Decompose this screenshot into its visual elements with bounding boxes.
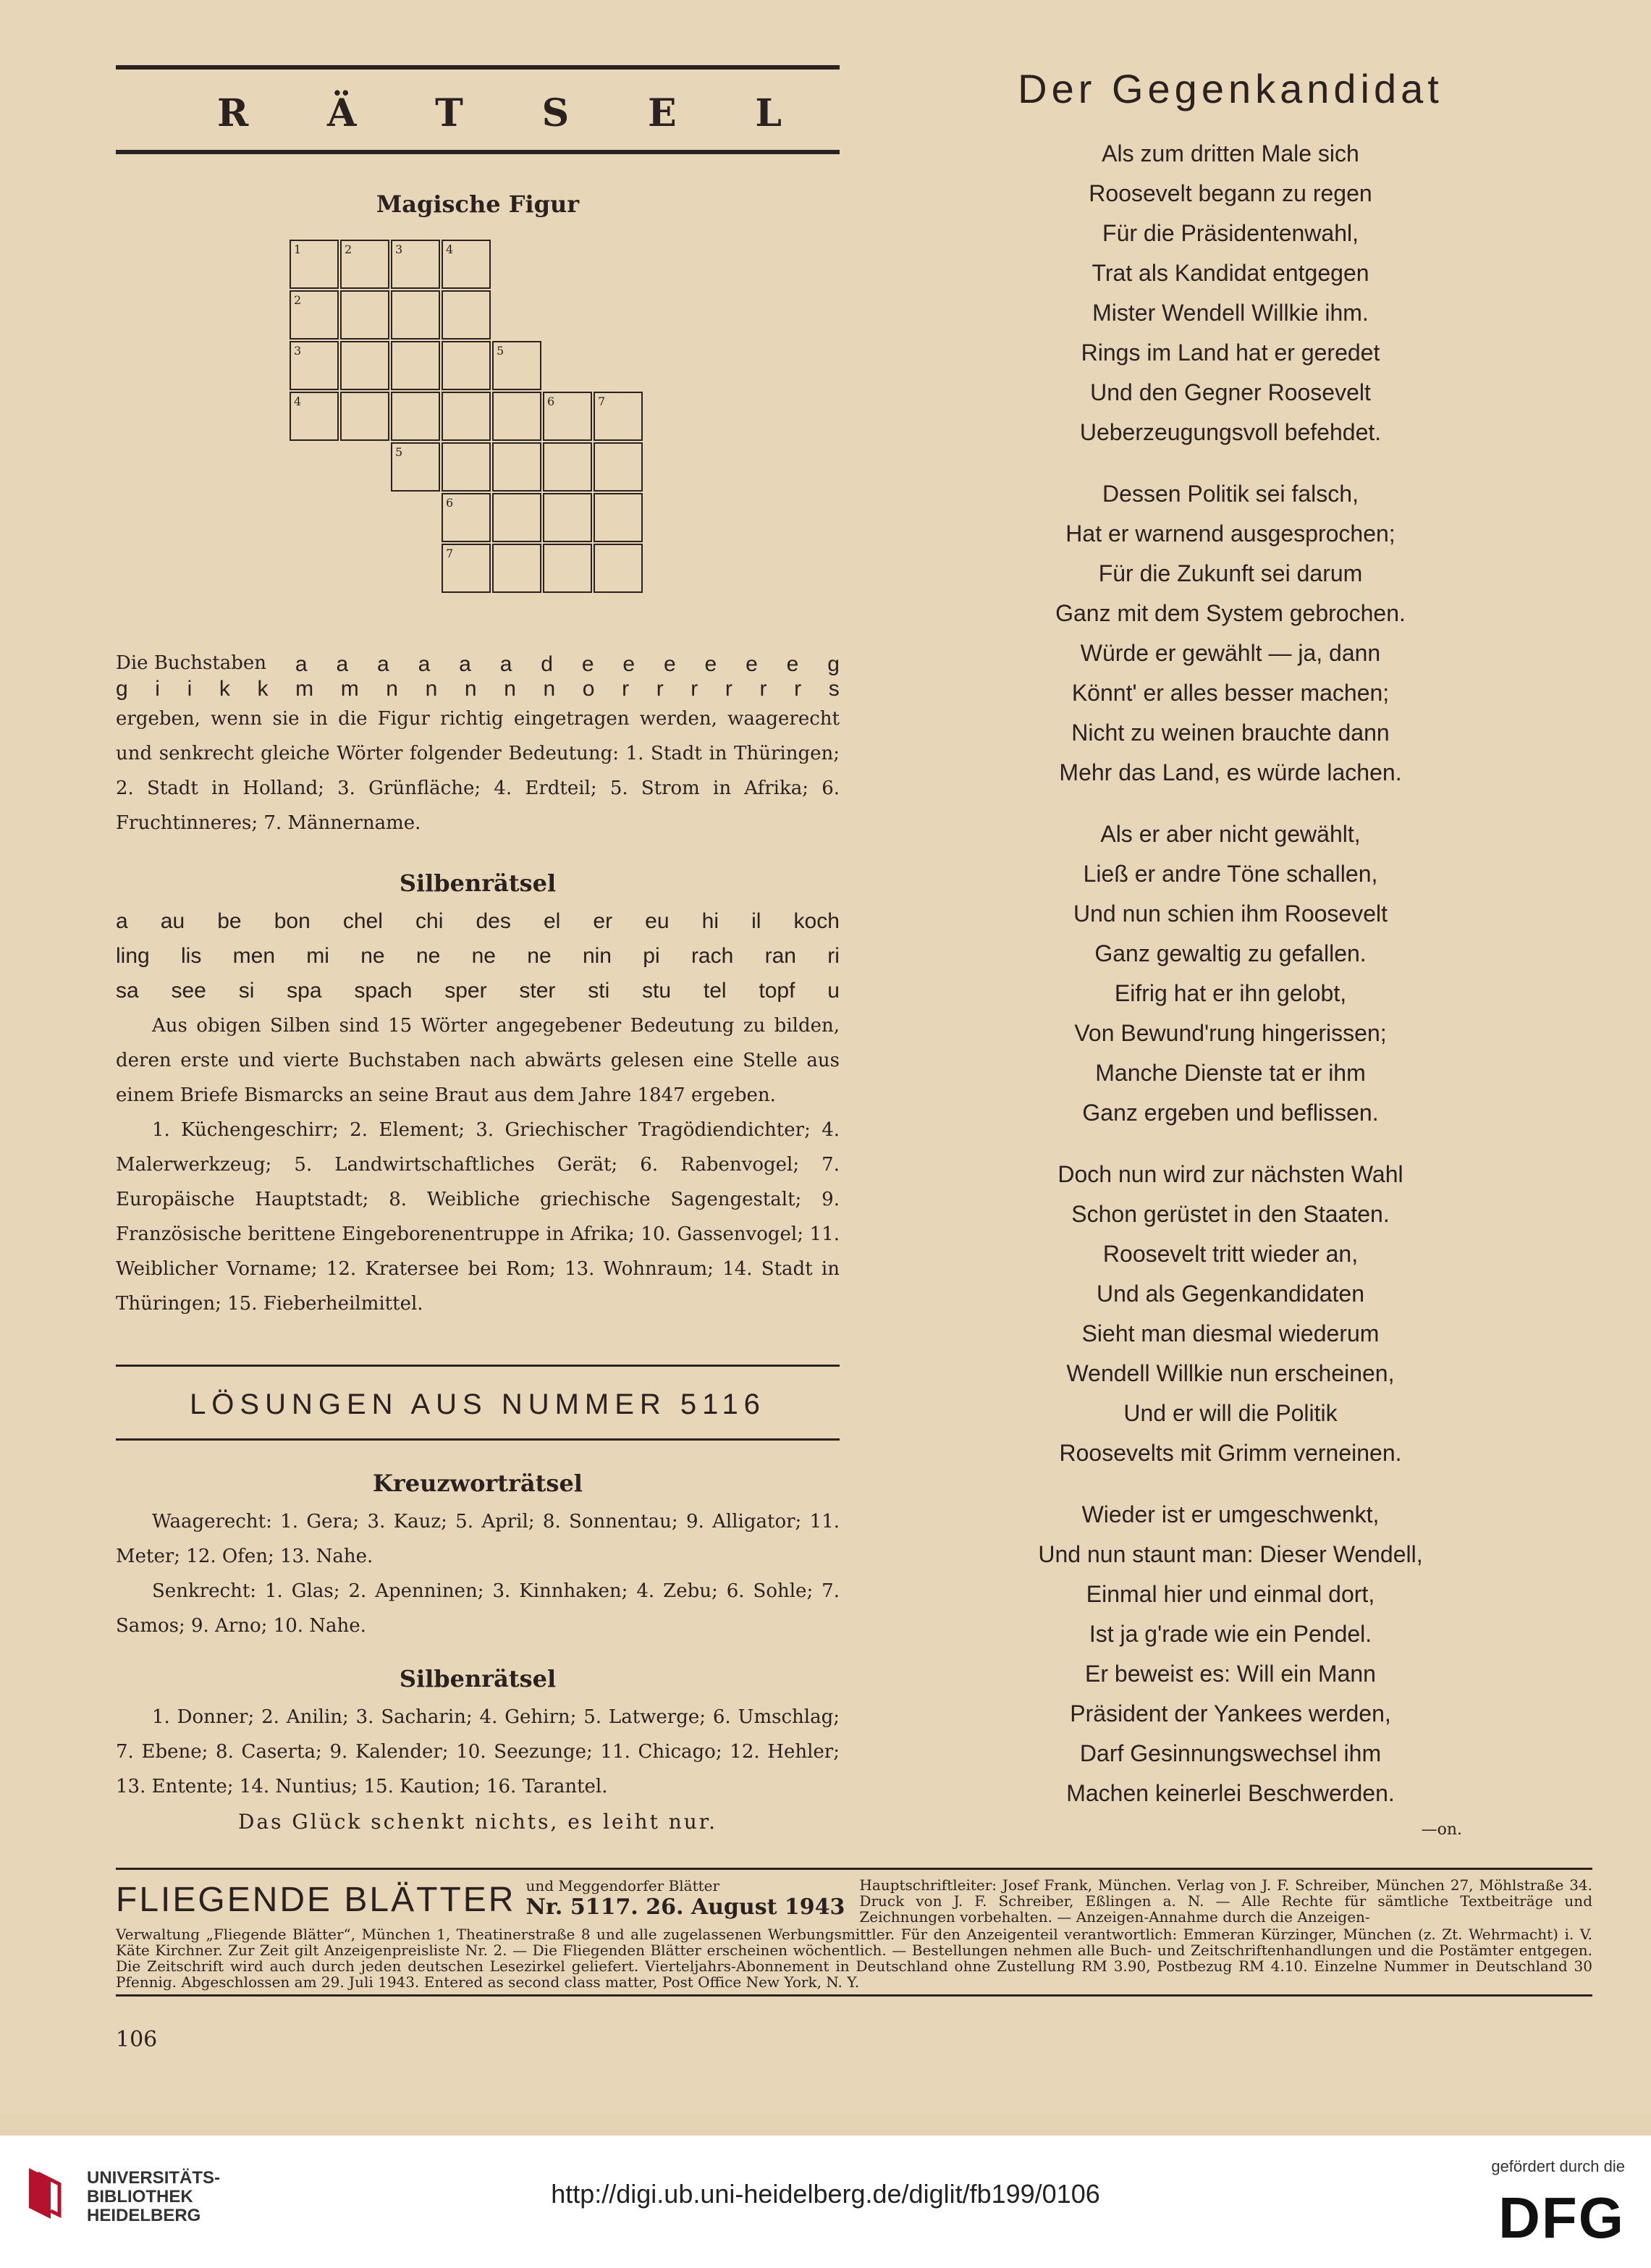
syllable-list	[116, 904, 840, 1008]
poem-line: Würde er gewählt — ja, dann	[1080, 640, 1381, 666]
poem-stanza	[941, 134, 1520, 452]
syllable: spa	[287, 979, 322, 1003]
poem-line: Manche Dienste tat er ihm	[1095, 1060, 1366, 1086]
syllable: er	[593, 909, 613, 933]
poem-line: Ganz ergeben und beflissen.	[1082, 1100, 1379, 1126]
syllable-row	[116, 904, 840, 939]
digitization-bar	[0, 2136, 1651, 2268]
poem-stanza	[941, 814, 1520, 1133]
heading-rule	[116, 150, 840, 154]
silben-solution-title: Silbenrätsel	[399, 1665, 557, 1692]
syllable: be	[217, 909, 242, 933]
letter-list-row-1	[116, 652, 840, 677]
syllable: topf	[759, 979, 795, 1003]
solutions-bottom-rule	[116, 1438, 840, 1441]
poem-line: Ist ja g'rade wie ein Pendel.	[1089, 1621, 1372, 1647]
poem-line: Hat er warnend ausgesprochen;	[1065, 520, 1395, 547]
funded-by-label: gefördert durch die	[1491, 2157, 1625, 2175]
letter: a	[499, 652, 512, 676]
letter: n	[504, 677, 516, 701]
poem-line: Rings im Land hat er geredet	[1081, 340, 1380, 366]
poem-stanza	[941, 474, 1520, 793]
grid-cell	[492, 493, 541, 542]
grid-cell	[442, 442, 491, 492]
letter: a	[459, 652, 471, 676]
syllable: ran	[764, 944, 796, 968]
poem-line: Wendell Willkie nun erscheinen,	[1066, 1360, 1395, 1386]
poem-body	[941, 134, 1520, 1813]
syllable: pi	[643, 944, 660, 968]
heading-letter: E	[647, 91, 677, 135]
syllable: bon	[274, 909, 311, 933]
grid-cell	[594, 442, 643, 492]
poem-line: Präsident der Yankees werden,	[1070, 1700, 1391, 1727]
grid-cell	[594, 544, 643, 593]
imprint-bottom-rule	[116, 1994, 1592, 1997]
letter: s	[828, 677, 840, 701]
silben-solution: 1. Donner; 2. Anilin; 3. Sacharin; 4. Gehirn; 5. Latwerge; 6. Umschlag; 7. Ebene; 8. Caserta; 9. Kalender; 10. Seezunge; 11. Chicago; 12. Hehler; 13. Entente; 14. Nuntius; 15. Kaution; 16. Tarantel.	[116, 1706, 840, 1797]
poem-line: Als zum dritten Male sich	[1102, 140, 1359, 166]
magic-figure-grid	[290, 240, 695, 638]
syllable: il	[751, 909, 761, 933]
grid-cell	[543, 442, 592, 492]
poem-line: Und er will die Politik	[1123, 1400, 1338, 1426]
grid-cell	[492, 392, 541, 441]
syllable: ne	[415, 944, 441, 968]
poem-line: Von Bewund'rung hingerissen;	[1074, 1020, 1387, 1046]
letter: i	[155, 677, 160, 701]
grid-cell	[340, 392, 389, 441]
letter: m	[340, 677, 359, 701]
syllable: mi	[306, 944, 329, 968]
letter: a	[295, 652, 308, 676]
letter: e	[786, 652, 799, 676]
grid-cell	[391, 341, 440, 390]
poem-line: Roosevelt tritt wieder an,	[1102, 1241, 1359, 1267]
poem-line: Ueberzeugungsvoll befehdet.	[1079, 419, 1382, 445]
grid-cell	[442, 290, 491, 340]
poem-line: Für die Zukunft sei darum	[1098, 560, 1363, 586]
imprint	[116, 1868, 1592, 1997]
letter: e	[704, 652, 717, 676]
motto: Das Glück schenkt nichts, es leiht nur.	[237, 1810, 718, 1834]
poem-line: Doch nun wird zur nächsten Wahl	[1057, 1161, 1403, 1187]
letter: g	[116, 677, 128, 701]
heading-letter: Ä	[327, 91, 357, 135]
syllable: tel	[703, 979, 727, 1003]
poem-line: Machen keinerlei Beschwerden.	[1066, 1780, 1395, 1806]
magazine-title: FLIEGENDE BLÄTTER	[116, 1881, 516, 1919]
silbenraetsel-title: Silbenrätsel	[399, 869, 557, 897]
syllable: eu	[645, 909, 670, 933]
grid-cell	[492, 544, 541, 593]
syllable: sti	[588, 979, 610, 1003]
poem-line: Eifrig hat er ihn gelobt,	[1114, 980, 1347, 1006]
syllable: si	[238, 979, 255, 1003]
syllable: el	[543, 909, 561, 933]
letter: e	[581, 652, 594, 676]
letter: e	[746, 652, 758, 676]
grid-cell: 6	[543, 392, 592, 441]
grid-cell	[340, 290, 389, 340]
poem-line: Darf Gesinnungswechsel ihm	[1079, 1740, 1382, 1766]
letter: d	[541, 652, 553, 676]
syllable-row	[116, 939, 840, 974]
grid-cell: 2	[290, 290, 339, 340]
raetsel-heading	[116, 69, 840, 150]
syllable: ne	[360, 944, 385, 968]
poem-line: Ganz mit dem System gebrochen.	[1055, 600, 1406, 626]
letter: r	[656, 677, 664, 701]
imprint-body: Verwaltung „Fliegende Blätter“, München 1, Theatinerstraße 8 und alle zugelassenen Werbungsmittler. Für den Anzeigenteil verantwortlich: Emmeran Kürzinger, München (z. Zt. Wehrmacht) i. V. Käte Kirchner. Zur Zeit gilt Anzeigenpreisliste Nr. 2. — Die Fliegenden Blätter erscheinen wöchentlich. — Bestellungen nehmen alle Buch- und Zeitschriftenhandlungen und die Postämter entgegen. Die Zeitschrift wird auch durch jeden deutschen Lesezirkel geliefert. Vierteljahrs-Abonnement in Deutschland ohne Zustellung RM 3.90, Postbezug RM 4.10. Einzelne Nummer in Deutschland 30 Pfennig. Abgeschlossen am 29. Juli 1943. Entered as second class matter, Post Office New York, N. Y.	[116, 1926, 1592, 1991]
syllable: spach	[354, 979, 413, 1003]
syllable: des	[476, 909, 511, 933]
grid-cell	[442, 392, 491, 441]
syllable: chi	[415, 909, 444, 933]
poem-line: Er beweist es: Will ein Mann	[1085, 1661, 1376, 1687]
syllable: a	[116, 909, 128, 933]
letter: e	[622, 652, 636, 676]
grid-cell: 4	[442, 240, 491, 289]
magic-figure-text: ergeben, wenn sie in die Figur richtig eingetragen werden, waagerecht und senkrecht gleiche Wörter folgender Bedeutung: 1. Stadt in Thüringen; 2. Stadt in Holland; 3. Grünfläche; 4. Erdteil; 5. Strom in Afrika; 6. Fruchtinneres; 7. Männername.	[116, 708, 840, 834]
letter: n	[543, 677, 556, 701]
grid-cell	[543, 493, 592, 542]
letter: a	[418, 652, 431, 676]
solutions-heading: LÖSUNGEN AUS NUMMER 5116	[190, 1388, 766, 1420]
poem-line: Ließ er andre Töne schallen,	[1083, 861, 1378, 887]
syllable: stu	[642, 979, 672, 1003]
heading-letter: S	[541, 91, 570, 135]
syllable: hi	[701, 909, 719, 933]
imprint-header: Hauptschriftleiter: Josef Frank, München. Verlag von J. F. Schreiber, München 27, Möhlstraße 34. Druck von J. F. Schreiber, Eßlingen a. N. — Alle Rechte für sämtliche Textbeiträge und Zeichnungen vorbehalten. — Anzeigen-Annahme durch die Anzeigen-	[859, 1876, 1592, 1926]
library-name-line: BIBLIOTHEK	[87, 2187, 193, 2206]
letter: e	[663, 652, 676, 676]
syllable: ling	[116, 944, 150, 968]
silbenraetsel-instructions: Aus obigen Silben sind 15 Wörter angegebener Bedeutung zu bilden, deren erste und vierte Buchstaben nach abwärts gelesen eine Stelle aus einem Briefe Bismarcks an seine Braut aus dem Jahre 1847 ergeben.	[116, 1015, 840, 1106]
raetsel-column	[116, 65, 840, 1834]
letter: r	[725, 677, 732, 701]
poem-stanza	[941, 1155, 1520, 1473]
poem-line: Könnt' er alles besser machen;	[1071, 680, 1390, 706]
poem-line: Schon gerüstet in den Staaten.	[1071, 1201, 1390, 1227]
grid-cell: 3	[391, 240, 440, 289]
syllable: rach	[691, 944, 734, 968]
silbenraetsel-clues: 1. Küchengeschirr; 2. Element; 3. Griechischer Tragödiendichter; 4. Malerwerkzeug; 5. Landwirtschaftliches Gerät; 6. Rabenvogel; 7. Europäische Hauptstadt; 8. Weibliche griechische Sagengestalt; 9. Französische berittene Eingeborenentruppe in Afrika; 10. Gassenvogel; 11. Weiblicher Vorname; 12. Kratersee bei Rom; 13. Wohnraum; 14. Stadt in Thüringen; 15. Fieberheilmittel.	[116, 1119, 840, 1315]
heading-letter: T	[435, 91, 463, 135]
issue-line: Nr. 5117. 26. August 1943	[525, 1894, 845, 1920]
letter: n	[425, 677, 438, 701]
heading-letter: L	[755, 91, 782, 135]
grid-cell: 1	[290, 240, 339, 289]
poem-line: Als er aber nicht gewählt,	[1100, 821, 1361, 847]
grid-cell	[543, 544, 592, 593]
letter: k	[219, 677, 230, 701]
grid-cell	[391, 392, 440, 441]
letters-intro: Die Buchstaben	[116, 652, 267, 674]
kreuzwort-title: Kreuzworträtsel	[373, 1470, 583, 1497]
library-name-line: HEIDELBERG	[87, 2206, 201, 2225]
poem-line: Mister Wendell Willkie ihm.	[1092, 300, 1369, 326]
syllable: chel	[342, 909, 383, 933]
imprint-rule	[116, 1868, 1592, 1870]
syllable: see	[171, 979, 206, 1003]
poem-stanza	[941, 1495, 1520, 1813]
poem-line: Und nun schien ihm Roosevelt	[1073, 901, 1388, 927]
syllable: ne	[527, 944, 552, 968]
poem-line: Einmal hier und einmal dort,	[1086, 1581, 1375, 1607]
grid-cell	[492, 442, 541, 492]
poem-line: Und als Gegenkandidaten	[1096, 1281, 1365, 1307]
grid-cell	[340, 341, 389, 390]
poem-line: Mehr das Land, es würde lachen.	[1059, 759, 1402, 785]
poem-signature: —on.	[1421, 1821, 1462, 1839]
syllable-row	[116, 974, 840, 1008]
page-number: 106	[116, 2027, 158, 2052]
library-name-line: UNIVERSITÄTS-	[87, 2168, 221, 2188]
grid-cell: 3	[290, 341, 339, 390]
syllable: ne	[471, 944, 496, 968]
poem-line: Nicht zu weinen brauchte dann	[1071, 720, 1390, 746]
grid-cell: 2	[340, 240, 389, 289]
letter: g	[827, 652, 840, 676]
grid-cell: 5	[492, 341, 541, 390]
heading-letter: R	[217, 91, 249, 135]
letter: n	[464, 677, 477, 701]
letter: n	[386, 677, 398, 701]
letter: a	[377, 652, 389, 676]
syllable: koch	[793, 909, 840, 933]
poem-title: Der Gegenkandidat	[1018, 66, 1443, 111]
syllable: au	[160, 909, 185, 933]
magazine-subtitle: und Meggendorfer Blätter	[525, 1877, 720, 1894]
grid-cell: 7	[594, 392, 643, 441]
waagerecht-solution: Waagerecht: 1. Gera; 3. Kauz; 5. April; 8. Sonnentau; 9. Alligator; 11. Meter; 12. Ofen; 13. Nahe.	[116, 1511, 840, 1567]
grid-cell	[594, 493, 643, 542]
syllable: sa	[116, 979, 139, 1003]
letter: k	[257, 677, 269, 701]
poem-line: Roosevelts mit Grimm verneinen.	[1059, 1440, 1402, 1466]
letter: r	[691, 677, 698, 701]
grid-cell: 7	[442, 544, 491, 593]
syllable: ri	[827, 944, 840, 968]
poem-line: Wieder ist er umgeschwenkt,	[1081, 1501, 1380, 1527]
poem-line: Und nun staunt man: Dieser Wendell,	[1038, 1541, 1423, 1567]
grid-cell	[442, 341, 491, 390]
letter: r	[622, 677, 630, 701]
permalink-url[interactable]: http://digi.ub.uni-heidelberg.de/diglit/fb199/0106	[551, 2179, 1100, 2209]
grid-cell: 5	[391, 442, 440, 492]
magic-figure-title: Magische Figur	[376, 190, 580, 218]
letter: a	[336, 652, 349, 676]
senkrecht-solution: Senkrecht: 1. Glas; 2. Apenninen; 3. Kinnhaken; 4. Zebu; 6. Sohle; 7. Samos; 9. Arno; 10. Nahe.	[116, 1580, 840, 1637]
letter: r	[794, 677, 802, 701]
dfg-logo: DFG	[1498, 2185, 1625, 2250]
poem-line: Dessen Politik sei falsch,	[1102, 481, 1359, 507]
syllable: lis	[181, 944, 202, 968]
syllable: ster	[519, 979, 556, 1003]
poem-line: Für die Präsidentenwahl,	[1102, 220, 1359, 246]
letter-list-row-2	[116, 677, 840, 701]
poem-line: Sieht man diesmal wiederum	[1081, 1320, 1380, 1346]
letter: o	[582, 677, 595, 701]
syllable: u	[827, 979, 840, 1003]
grid-cell: 6	[442, 493, 491, 542]
grid-cell	[391, 290, 440, 340]
syllable: men	[232, 944, 275, 968]
grid-cell: 4	[290, 392, 339, 441]
syllable: nin	[582, 944, 612, 968]
poem-column	[941, 65, 1520, 1839]
letter: r	[759, 677, 767, 701]
letter: m	[295, 677, 314, 701]
poem-line: Und den Gegner Roosevelt	[1090, 379, 1371, 405]
letter: i	[187, 677, 193, 701]
poem-line: Ganz gewaltig zu gefallen.	[1094, 940, 1367, 966]
poem-line: Roosevelt begann zu regen	[1089, 180, 1372, 206]
syllable: sper	[444, 979, 487, 1003]
poem-line: Trat als Kandidat entgegen	[1091, 260, 1369, 286]
